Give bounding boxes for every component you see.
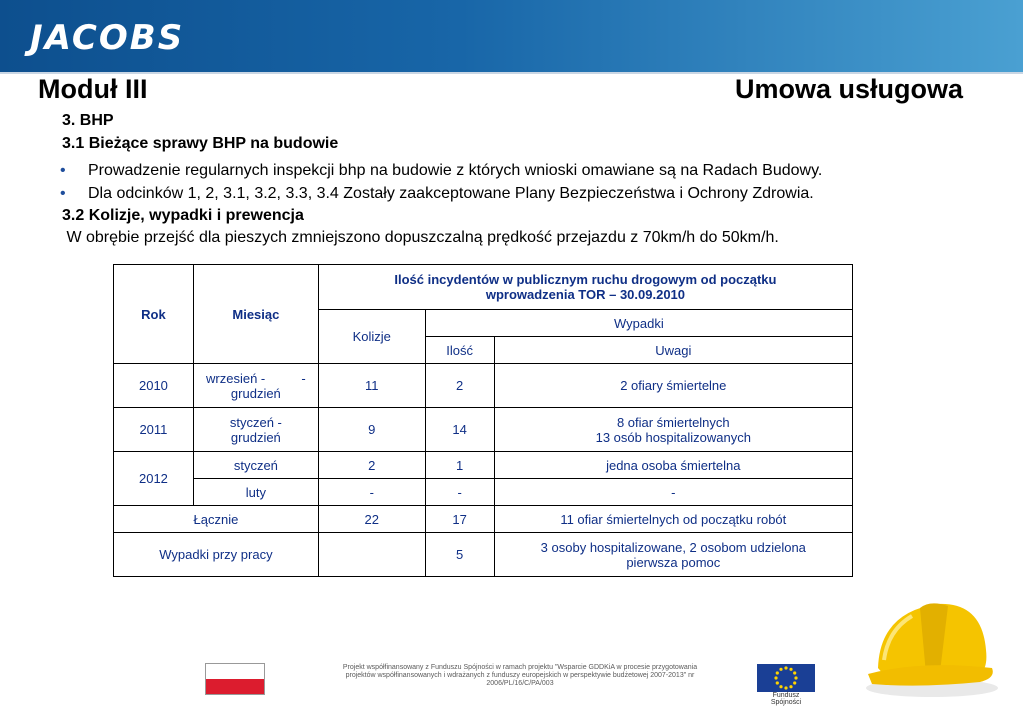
- page-title: Moduł III: [38, 74, 148, 104]
- cell-total-kolizje: 22: [318, 506, 425, 533]
- cell-ilosc: 2: [425, 364, 494, 408]
- header-miesiac: Miesiąc: [193, 265, 318, 364]
- cell-work-uwagi-line1: 3 osoby hospitalizowane, 2 osobom udzielona: [540, 539, 806, 555]
- eu-label-line1: Fundusz: [772, 692, 800, 699]
- table-row: [114, 408, 853, 452]
- cell-uwagi: jedna osoba śmiertelna: [494, 452, 852, 479]
- section-paragraph: W obrębie przejść dla pieszych zmniejszono dopuszczalną prędkość przejazdu z 70km/h do 50km/h.: [62, 229, 779, 246]
- hard-hat-icon: [860, 590, 1000, 700]
- header-uwagi: Uwagi: [494, 337, 852, 364]
- eu-flag-icon: [757, 664, 815, 692]
- incidents-table: [113, 264, 853, 577]
- cell-kolizje: 9: [318, 408, 425, 452]
- cell-ilosc: 14: [425, 408, 494, 452]
- cell-miesiac: [193, 364, 318, 408]
- footer-line2: projektów współfinansowanych i wdrażanych z funduszy europejskich w perspektywie budżetowej 2007-2013" nr: [345, 672, 695, 679]
- cell-kolizje: 11: [318, 364, 425, 408]
- table-row: [114, 479, 853, 506]
- page-subtitle: Umowa usługowa: [734, 74, 963, 104]
- table-row-total: [114, 506, 853, 533]
- section-heading-collisions: 3.2 Kolizje, wypadki i prewencja: [62, 207, 304, 224]
- polish-flag-icon: [205, 663, 265, 695]
- bullet-icon: •: [60, 185, 66, 202]
- cell-work-ilosc: 5: [425, 533, 494, 577]
- eu-label-line2: Spójności: [770, 699, 802, 706]
- cell-miesiac: styczeń: [193, 452, 318, 479]
- cell-uwagi: [494, 408, 852, 452]
- cell-miesiac: [193, 408, 318, 452]
- cell-work-uwagi-line2: pierwsza pomoc: [626, 554, 721, 570]
- cell-rok: 2012: [114, 452, 194, 506]
- header-incidents-line1: Ilość incydentów w publicznym ruchu drogowym od początku: [394, 272, 777, 287]
- cell-total-label: Łącznie: [114, 506, 319, 533]
- cell-miesiac-line2: grudzień: [230, 385, 281, 401]
- eu-fund-label: [757, 692, 815, 706]
- cell-kolizje: -: [318, 479, 425, 506]
- cell-work-label: Wypadki przy pracy: [114, 533, 319, 577]
- cell-total-ilosc: 17: [425, 506, 494, 533]
- cell-miesiac-line1: styczeń -: [229, 414, 282, 430]
- cell-total-uwagi: 11 ofiar śmiertelnych od początku robót: [494, 506, 852, 533]
- cell-miesiac-line1: wrzesień - -: [206, 370, 306, 386]
- cell-kolizje: 2: [318, 452, 425, 479]
- table-row: [114, 364, 853, 408]
- cell-work-uwagi: [494, 533, 852, 577]
- footer-line3: 2006/PL/16/C/PA/003: [486, 680, 554, 687]
- cell-ilosc: -: [425, 479, 494, 506]
- cell-miesiac-line2: grudzień: [230, 429, 281, 445]
- bullet-icon: •: [60, 162, 66, 179]
- header-incidents: [318, 265, 852, 310]
- cell-work-kolizje: [318, 533, 425, 577]
- cell-uwagi: -: [494, 479, 852, 506]
- footer-line1: Projekt współfinansowany z Funduszu Spójności w ramach projektu "Wsparcie GDDKiA w procesie przygotowania: [342, 664, 698, 671]
- cell-uwagi-line1: 8 ofiar śmiertelnych: [616, 414, 730, 430]
- cell-rok: 2010: [114, 364, 194, 408]
- header-incidents-line2: wprowadzenia TOR – 30.09.2010: [485, 287, 686, 302]
- cell-miesiac: luty: [193, 479, 318, 506]
- header-banner: [0, 0, 1023, 74]
- cell-ilosc: 1: [425, 452, 494, 479]
- section-heading-current: 3.1 Bieżące sprawy BHP na budowie: [62, 135, 339, 152]
- cell-rok: 2011: [114, 408, 194, 452]
- bullet-item: [60, 162, 822, 180]
- header-kolizje: Kolizje: [318, 310, 425, 364]
- footer-funding-note: [290, 664, 750, 688]
- cell-uwagi-line2: 13 osób hospitalizowanych: [595, 429, 751, 445]
- bullet-item: [60, 185, 814, 203]
- bullet-text: Prowadzenie regularnych inspekcji bhp na budowie z których wnioski omawiane są na Radach Budowy.: [88, 162, 823, 179]
- table-row: [114, 452, 853, 479]
- bullet-text: Dla odcinków 1, 2, 3.1, 3.2, 3.3, 3.4 Zostały zaakceptowane Plany Bezpieczeństwa i Ochrony Zdrowia.: [88, 185, 814, 202]
- header-wypadki: Wypadki: [425, 310, 852, 337]
- jacobs-logo: JACOBS: [30, 18, 185, 58]
- table-row-work: [114, 533, 853, 577]
- header-rok: Rok: [114, 265, 194, 364]
- cell-uwagi: 2 ofiary śmiertelne: [494, 364, 852, 408]
- header-ilosc: Ilość: [425, 337, 494, 364]
- section-heading-bhp: 3. BHP: [62, 112, 114, 129]
